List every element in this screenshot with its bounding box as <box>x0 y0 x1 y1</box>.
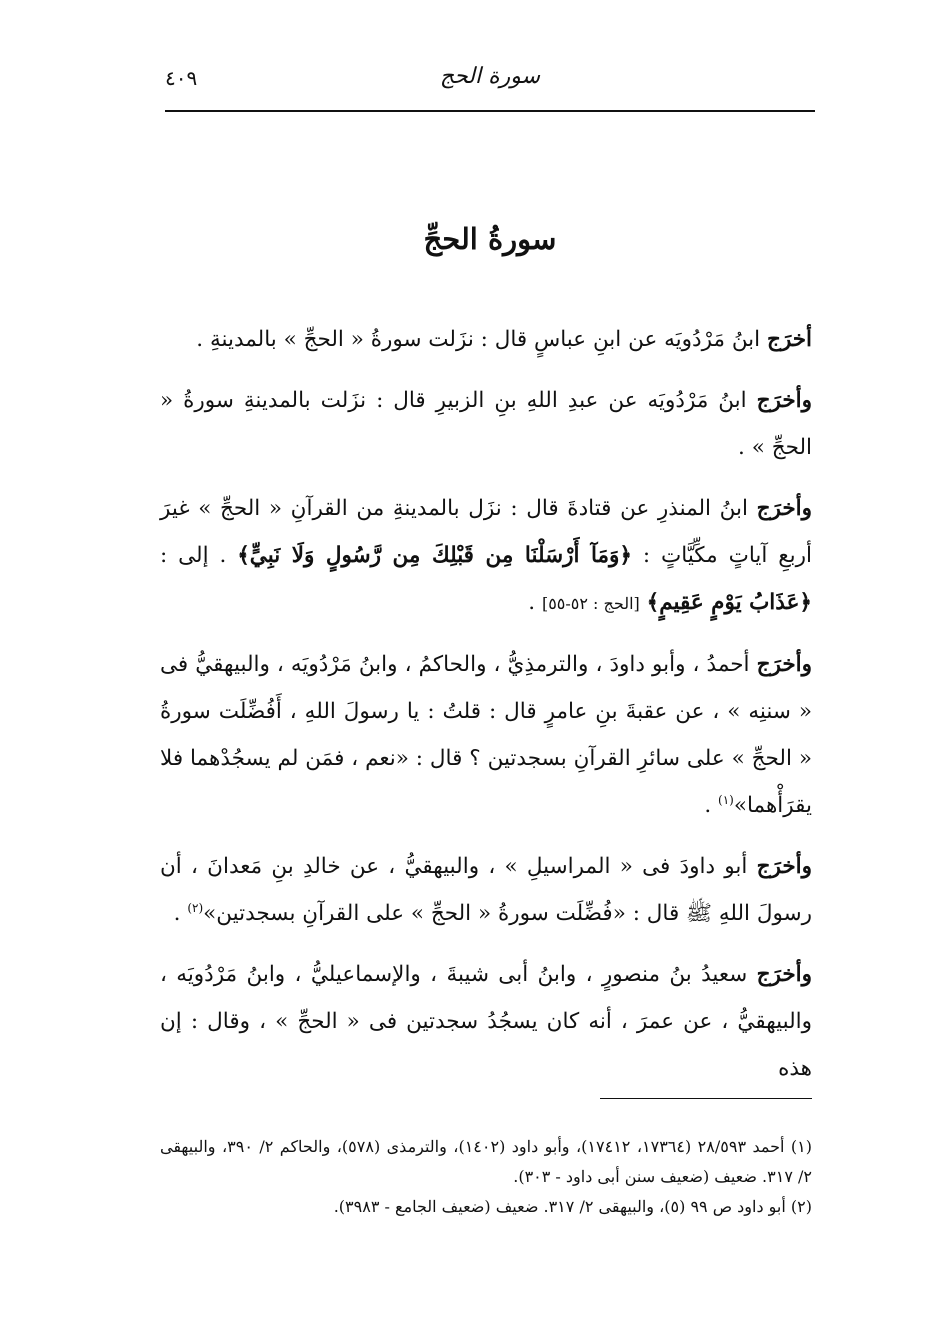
quran-verse: ﴿عَذَابُ يَوْمٍ عَقِيمٍ﴾ <box>646 590 812 615</box>
paragraph-text: ابنُ مَرْدُويَه عن ابنِ عباسٍ قال : نزَلت سورةُ « الحجِّ » بالمدينةِ . <box>196 327 761 352</box>
footnote-marker: (٢) <box>187 900 204 915</box>
paragraph-text: . إلى : <box>160 543 227 568</box>
paragraph-text: أحمدُ ، وأبو داودَ ، والترمذِيُّ ، والحاكمُ ، وابنُ مَرْدُويَه ، والبيهقيُّ فى « سننِه » ، عن عقبةَ بنِ عامرٍ قال : قلتُ : يا رسولَ اللهِ ، أَفُضِّلَت سورةُ « الحجِّ » على سائرِ القرآنِ بسجدتين ؟ قال : «نعم ، فمَن لم يسجُدْهما فلا يقرَأْهما» <box>160 652 812 818</box>
paragraph-lead: وأخرَج <box>756 652 812 677</box>
paragraph-lead: أخرَج <box>766 327 812 352</box>
paragraph <box>160 377 812 471</box>
quran-verse: ﴿وَمَآ أَرْسَلْنَا مِن قَبْلِكَ مِن رَّسُولٍ وَلَا نَبِيٍّ﴾ <box>237 543 633 568</box>
header-rule <box>165 110 815 112</box>
paragraph-end: . <box>173 901 181 926</box>
paragraph <box>160 843 812 937</box>
paragraph-lead: وأخرَج <box>756 854 812 879</box>
paragraph <box>160 485 812 627</box>
verse-reference: [الحج : ٥٢-٥٥] <box>541 594 640 613</box>
page-header <box>165 60 815 112</box>
running-title: سورة الحج <box>439 64 541 89</box>
paragraph-text: ابنُ المنذرِ عن قتادةَ قال : نزَل بالمدينةِ من القرآنِ « الحجِّ » غيرَ أربعِ آياتٍ مكِّيَّاتٍ : <box>160 496 812 568</box>
page-number: ٤٠٩ <box>165 66 198 90</box>
footnote-rule <box>600 1098 812 1099</box>
surah-title: سورةُ الحجِّ <box>423 222 557 256</box>
paragraph-end: . <box>528 590 536 615</box>
footnote: (١) أحمد ٢٨/٥٩٣ (١٧٣٦٤، ١٧٤١٢)، وأبو داود (١٤٠٢)، والترمذى (٥٧٨)، والحاكم ٢/ ٣٩٠، والبيهقى ٢/ ٣١٧. ضعيف (ضعيف سنن أبى داود - ٣٠٣). <box>160 1137 813 1186</box>
main-text <box>160 316 812 1106</box>
footnotes <box>160 1132 812 1222</box>
paragraph-text: سعيدُ بنُ منصورٍ ، وابنُ أبى شيبةَ ، والإسماعيليُّ ، وابنُ مَرْدُويَه ، والبيهقيُّ ، عن عمرَ ، أنه كان يسجُدُ سجدتين فى « الحجِّ » ، وقال : إن هذه <box>160 962 812 1081</box>
paragraph-lead: وأخرَج <box>756 388 812 413</box>
paragraph <box>160 641 812 829</box>
footnote: (٢) أبو داود ص ٩٩ (٥)، والبيهقى ٢/ ٣١٧. ضعيف (ضعيف الجامع - ٣٩٨٣). <box>333 1197 812 1216</box>
paragraph-end: . <box>704 793 712 818</box>
paragraph-lead: وأخرَج <box>756 496 812 521</box>
paragraph-text: ابنُ مَرْدُويَه عن عبدِ اللهِ بنِ الزبيرِ قال : نزَلت بالمدينةِ سورةُ « الحجِّ » . <box>160 388 812 460</box>
paragraph <box>160 316 812 363</box>
paragraph-text: أبو داودَ فى « المراسيلِ » ، والبيهقيُّ ، عن خالدِ بنِ مَعدانَ ، أن رسولَ اللهِ ﷺ قال : «فُضِّلَت سورةُ « الحجِّ » على القرآنِ بسجدتين» <box>160 854 812 926</box>
paragraph <box>160 951 812 1092</box>
footnote-marker: (١) <box>718 792 734 807</box>
paragraph-lead: وأخرَج <box>756 962 812 987</box>
